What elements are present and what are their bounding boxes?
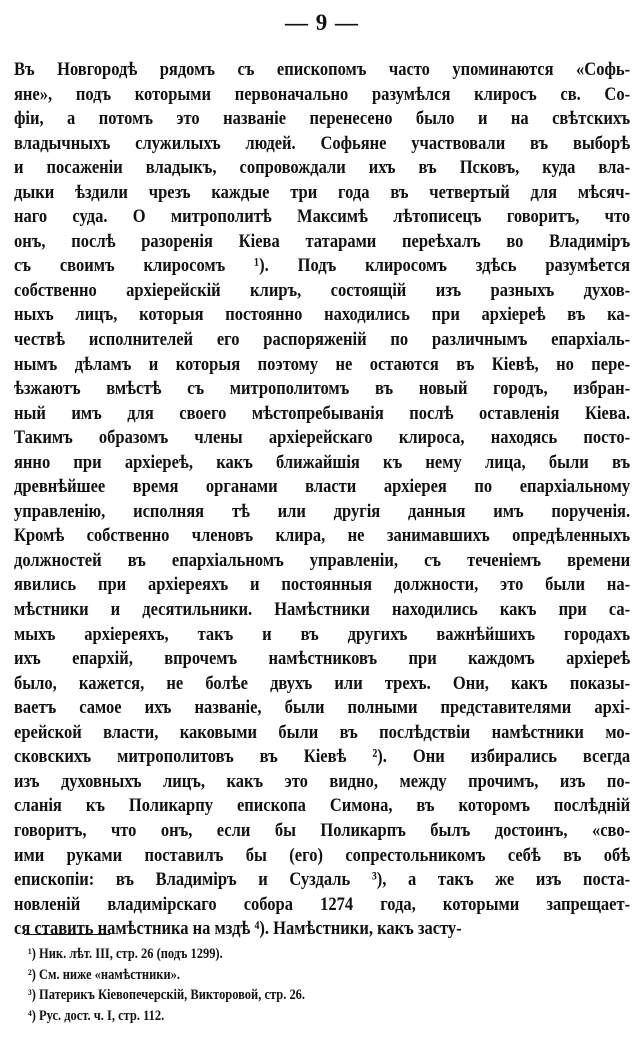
text-line: Въ Новгородѣ рядомъ съ епископомъ часто упоминаются «Софь-	[14, 59, 631, 80]
text-line: и посаженіи владыкъ, сопровождали ихъ въ Псковъ, куда вла-	[14, 157, 631, 179]
text-line: фіи, а потомъ это названіе перенесено было и на свѣтскихъ	[14, 108, 631, 130]
text-line: ерейской власти, каковыми были въ послѣдствіи намѣстники мо-	[14, 721, 631, 743]
text-line: сковскихъ митрополитовъ въ Кіевѣ ²). Они избирались всегда	[14, 746, 631, 768]
text-line: новленій владимірскаго собора 1274 года, которыми запрещает-	[14, 893, 631, 915]
text-line: онъ, послѣ разоренія Кіева татарами переѣхалъ во Владиміръ	[14, 230, 631, 252]
text-line: собственно архіерейскій клиръ, состоящій изъ разныхъ духов-	[14, 279, 631, 301]
text-line: чествѣ исполнителей его распоряженій по различнымъ епархіаль-	[14, 329, 631, 351]
text-line: говоритъ, что онъ, если бы Поликарпъ былъ достоинъ, «сво-	[14, 819, 631, 841]
text-line: яне», подъ которыми первоначально разумѣлся клиросъ св. Со-	[14, 83, 631, 105]
text-line: ваетъ самое ихъ названіе, были полными представителями архі-	[14, 697, 631, 719]
text-line: должностей въ епархіальномъ управленіи, съ теченіемъ времени	[14, 549, 631, 571]
text-line: мыхъ архіереяхъ, такъ и въ другихъ важнѣйшихъ городахъ	[14, 623, 631, 645]
text-line: ими руками поставилъ бы (его) сопрестольникомъ себѣ въ обѣ	[14, 844, 631, 866]
footnote-divider	[24, 934, 110, 935]
body-text	[14, 58, 630, 942]
text-line: съ своимъ клиросомъ ¹). Подъ клиросомъ здѣсь разумѣется	[14, 255, 631, 277]
text-line: ѣзжаютъ вмѣстѣ съ митрополитомъ въ новый городъ, избран-	[14, 378, 631, 400]
text-line: епископіи: въ Владиміръ и Суздаль ³), а такъ же изъ поста-	[14, 869, 631, 891]
text-line: ный имъ для своего мѣстопребыванія послѣ оставленія Кіева.	[14, 402, 631, 424]
text-line: владычныхъ служилыхъ людей. Софьяне участвовали въ выборѣ	[14, 132, 631, 154]
text-line: наго суда. О митрополитѣ Максимѣ лѣтописецъ говоритъ, что	[14, 206, 631, 228]
text-line: ныхъ лицъ, которыя постоянно находились при архіереѣ въ ка-	[14, 304, 631, 326]
text-line: явились при архіереяхъ и постоянныя должности, это были на-	[14, 574, 631, 596]
footnote: ²) См. ниже «намѣстники».	[28, 966, 181, 983]
text-line: было, кажется, не болѣе двухъ или трехъ. Они, какъ показы-	[14, 672, 631, 694]
page-number: — 9 —	[285, 10, 359, 35]
text-line: нымъ дѣламъ и которыя поэтому не остаются въ Кіевѣ, но пере-	[14, 353, 631, 375]
footnotes	[28, 944, 628, 1026]
text-line: ся ставить намѣстника на мздѣ ⁴). Намѣстники, какъ засту-	[14, 918, 462, 940]
footnote: ¹) Ник. лѣт. III, стр. 26 (подъ 1299).	[28, 946, 223, 962]
text-line: управленію, исполняя тѣ или другія данныя имъ порученія.	[14, 500, 631, 522]
footnote: ³) Патерикъ Кіевопечерскій, Викторовой, стр. 26.	[28, 987, 306, 1003]
text-line: ихъ епархій, впрочемъ намѣстниковъ при каждомъ архіереѣ	[14, 648, 631, 670]
footnote: ⁴) Рус. дост. ч. I, стр. 112.	[28, 1007, 165, 1024]
text-line: изъ духовныхъ лицъ, какъ это видно, между прочимъ, изъ по-	[14, 770, 631, 792]
text-line: Такимъ образомъ члены архіерейскаго клироса, находясь посто-	[14, 427, 631, 449]
text-line: древнѣйшее время органами власти архіерея по епархіальному	[14, 476, 631, 498]
text-line: сланія къ Поликарпу епископа Симона, въ которомъ послѣдній	[14, 795, 631, 817]
text-line: мѣстники и десятильники. Намѣстники находились какъ при са-	[14, 599, 631, 621]
text-line: янно при архіереѣ, какъ ближайшія къ нему лица, были въ	[14, 451, 631, 473]
text-line: дыки ѣздили чрезъ каждые три года въ четвертый для мѣсяч-	[14, 181, 631, 203]
text-line: Кромѣ собственно членовъ клира, не занимавшихъ опредѣленныхъ	[14, 525, 631, 547]
